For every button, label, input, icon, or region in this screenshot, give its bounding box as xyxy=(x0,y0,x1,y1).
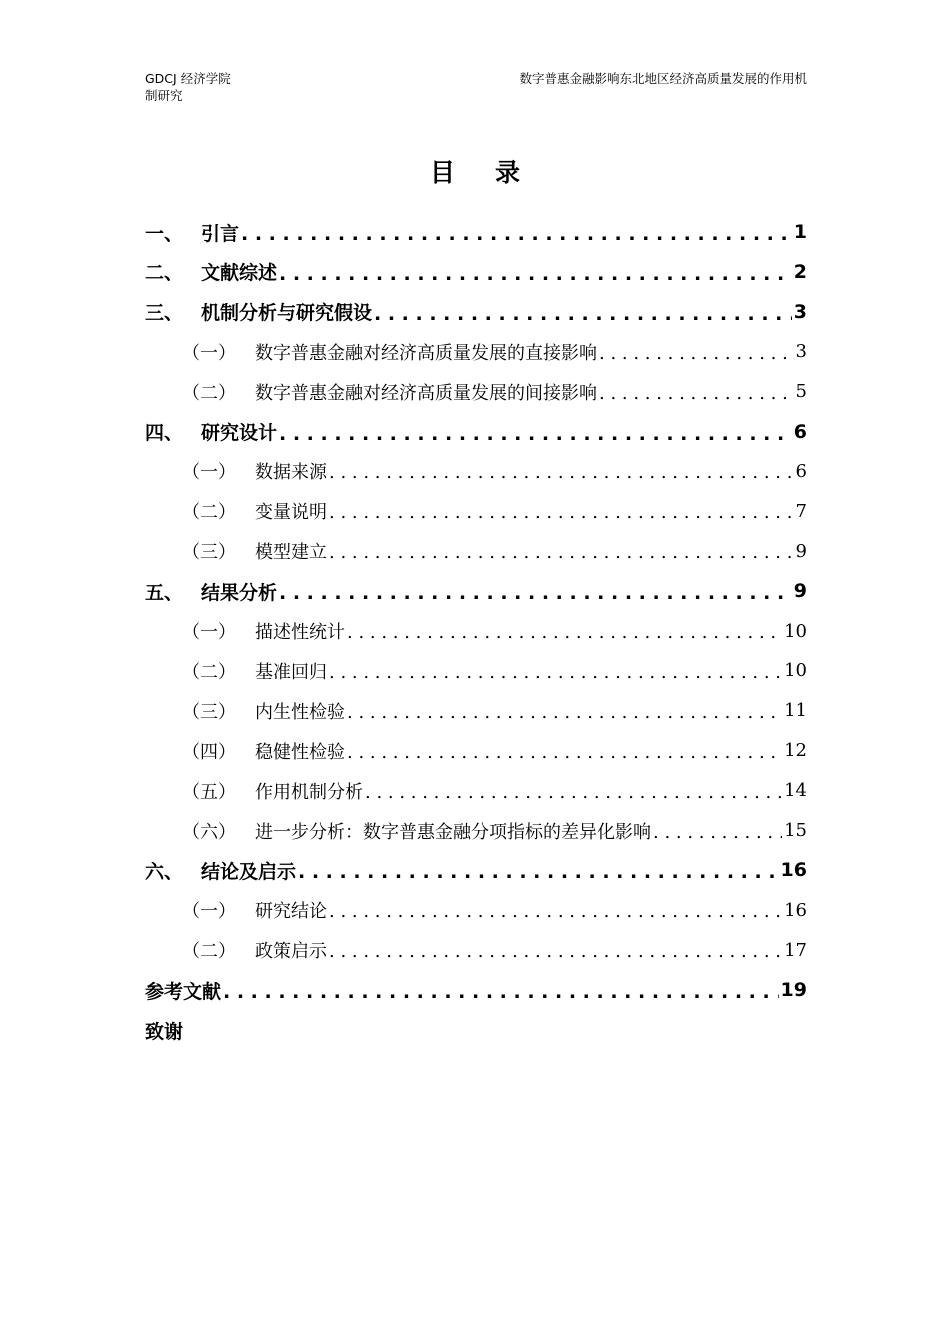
toc-entry-number: 四、 xyxy=(145,422,184,444)
header-left-line2: 制研究 xyxy=(145,88,183,103)
toc-entry-title: 基准回归 xyxy=(255,661,327,683)
toc-entry-title: 机制分析与研究假设 xyxy=(201,302,373,325)
toc-entry-page: 16 xyxy=(784,899,807,921)
toc-entry-page: 5 xyxy=(795,381,807,403)
toc-entry[interactable] xyxy=(145,854,807,886)
toc-dot-leader xyxy=(279,425,792,448)
toc-entry-title: 数据来源 xyxy=(255,462,327,484)
toc-dot-leader xyxy=(347,704,782,727)
toc-entry-title: 描述性统计 xyxy=(255,622,345,643)
toc-entry-number: （三） xyxy=(182,701,236,723)
toc-entry-page: 7 xyxy=(795,500,807,522)
toc-entry-title: 变量说明 xyxy=(255,502,327,524)
toc-entry[interactable] xyxy=(182,455,807,487)
toc-dot-leader xyxy=(365,784,782,807)
toc-entry-page: 3 xyxy=(793,300,807,323)
toc-entry-title: 政策启示 xyxy=(255,941,327,963)
toc-entry-number: 五、 xyxy=(145,581,184,604)
toc-entry-page: 6 xyxy=(793,420,807,443)
toc-dot-leader xyxy=(329,664,782,687)
toc-entry-title: 模型建立 xyxy=(255,542,327,564)
toc-entry[interactable] xyxy=(182,615,807,647)
toc-entry[interactable] xyxy=(182,535,807,567)
toc-entry-title: 数字普惠金融对经济高质量发展的直接影响 xyxy=(255,342,597,364)
toc-entry[interactable] xyxy=(145,575,807,607)
toc-entry-title: 进一步分析：数字普惠金融分项指标的差异化影响 xyxy=(255,821,651,843)
toc-entry-page: 10 xyxy=(784,660,807,682)
page-header xyxy=(145,70,807,108)
toc-entry-page: 17 xyxy=(784,939,807,961)
toc-entry-page: 16 xyxy=(780,859,807,882)
toc-dot-leader xyxy=(329,544,794,567)
toc-entry-title: 稳健性检验 xyxy=(255,741,345,763)
toc-dot-leader xyxy=(298,863,779,886)
toc-dot-leader xyxy=(329,504,794,527)
toc-entry-title: 研究设计 xyxy=(201,422,278,444)
toc-entry[interactable] xyxy=(182,376,807,408)
toc-entry-number: （一） xyxy=(182,342,236,364)
toc-entry[interactable] xyxy=(182,934,807,966)
toc-entry[interactable] xyxy=(145,216,807,248)
toc-entry-title: 结论及启示 xyxy=(201,860,297,883)
toc-dot-leader xyxy=(599,345,794,368)
toc-dot-leader xyxy=(653,824,782,847)
toc-entry-page: 11 xyxy=(784,700,807,722)
toc-entry-number: （六） xyxy=(182,821,236,843)
toc-dot-leader xyxy=(241,225,792,248)
toc-entry-title: 文献综述 xyxy=(201,262,278,285)
toc-dot-leader xyxy=(599,385,794,408)
toc-title: 目录 xyxy=(429,158,560,187)
toc-entry-number: （二） xyxy=(182,502,236,524)
toc-entry-number: （一） xyxy=(182,462,236,484)
toc-entry-page: 14 xyxy=(784,780,807,802)
toc-entry-title: 数字普惠金融对经济高质量发展的间接影响 xyxy=(255,382,597,404)
toc-entry[interactable] xyxy=(182,695,807,727)
toc-entry-title: 引言 xyxy=(201,222,240,245)
toc-dot-leader xyxy=(279,265,792,288)
toc-entry-page: 9 xyxy=(793,580,807,603)
toc-dot-leader xyxy=(329,464,794,487)
toc-entry[interactable] xyxy=(182,735,807,767)
toc-dot-leader xyxy=(329,903,782,926)
toc-entry-title: 作用机制分析 xyxy=(255,781,363,803)
toc-entry-number: （四） xyxy=(182,741,236,763)
toc-entry[interactable] xyxy=(145,296,807,328)
header-left-line1: GDCJ 经济学院 xyxy=(145,71,231,86)
toc-dot-leader xyxy=(347,744,782,767)
toc-entry-page: 2 xyxy=(793,260,807,283)
toc-entry-number: （三） xyxy=(182,542,236,564)
toc-entry-number: 六、 xyxy=(145,860,184,883)
toc-dot-leader xyxy=(347,624,782,647)
toc-entry[interactable] xyxy=(145,974,807,1006)
toc-entry-number: 二、 xyxy=(145,262,184,285)
toc-entry-number: （二） xyxy=(182,661,236,683)
toc-entry-page: 19 xyxy=(780,979,807,1002)
toc-entry-title: 致谢 xyxy=(145,1020,184,1043)
toc-entry-number: （一） xyxy=(182,901,236,923)
toc-entry-number: （二） xyxy=(182,382,236,404)
toc-entry-page: 1 xyxy=(793,221,807,243)
toc-entry-title: 研究结论 xyxy=(255,901,327,923)
toc-entry-page: 3 xyxy=(795,341,807,363)
toc-entry[interactable] xyxy=(145,256,807,288)
toc-entry[interactable] xyxy=(145,1014,807,1046)
toc-entry[interactable] xyxy=(182,894,807,926)
toc-entry-title: 结果分析 xyxy=(201,581,278,604)
toc-dot-leader xyxy=(329,943,782,966)
toc-entry[interactable] xyxy=(182,336,807,368)
toc-entry[interactable] xyxy=(145,416,807,448)
toc-entry-page: 12 xyxy=(784,740,807,762)
toc-entry-number: 一、 xyxy=(145,222,184,245)
toc-entry[interactable] xyxy=(182,815,807,847)
toc-entry[interactable] xyxy=(182,655,807,687)
toc-entry-title: 参考文献 xyxy=(145,980,222,1003)
toc-entry[interactable] xyxy=(182,495,807,527)
toc-entry-number: （二） xyxy=(182,941,236,963)
toc-dot-leader xyxy=(279,584,792,607)
toc-entry-page: 6 xyxy=(795,460,807,482)
toc-dot-leader xyxy=(223,983,779,1006)
toc-entry-number: （五） xyxy=(182,781,236,803)
header-right: 数字普惠金融影响东北地区经济高质量发展的作用机 xyxy=(519,71,807,86)
toc-entry-page: 10 xyxy=(784,620,807,642)
toc-entry-number: 三、 xyxy=(145,302,184,325)
toc-entry[interactable] xyxy=(182,775,807,807)
toc-entry-page: 15 xyxy=(784,820,807,841)
toc-entry-number: （一） xyxy=(182,622,236,643)
toc-entry-page: 9 xyxy=(795,540,807,562)
toc-dot-leader xyxy=(374,305,792,328)
header-left xyxy=(145,70,265,104)
toc-entry-title: 内生性检验 xyxy=(255,701,345,723)
